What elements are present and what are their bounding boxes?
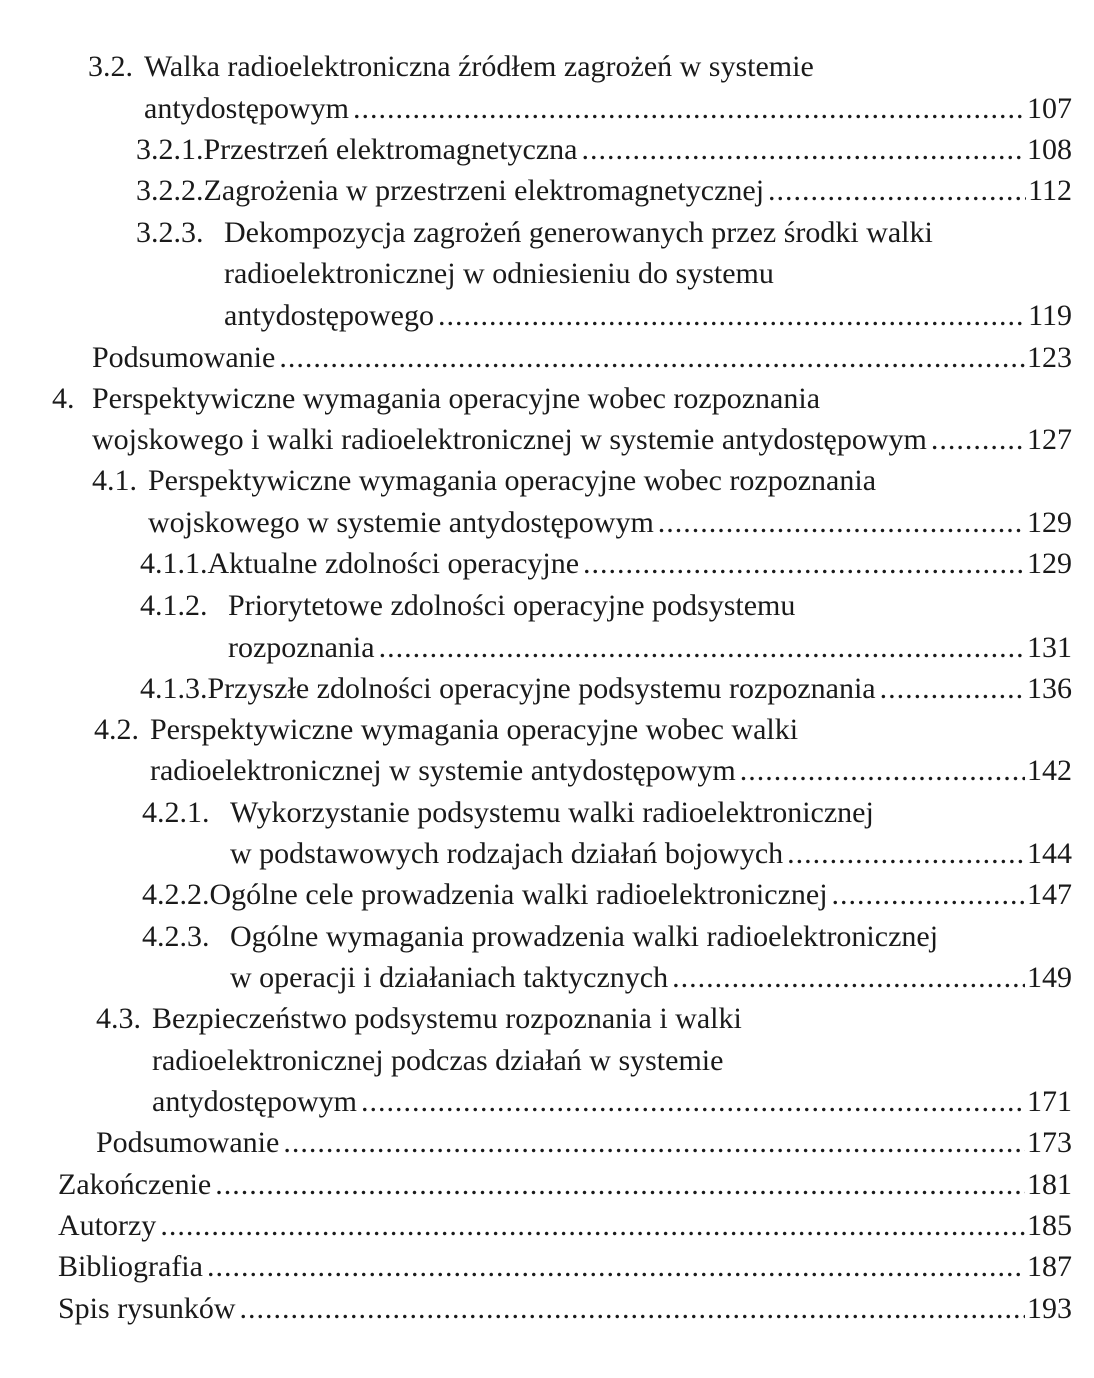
- toc-entry-text: rozpoznania: [228, 631, 375, 664]
- toc-entry-text: radioelektronicznej w odniesieniu do systemu: [224, 257, 774, 290]
- toc-entry-page: 119: [1028, 299, 1072, 332]
- toc-entry-text: antydostępowym: [152, 1085, 357, 1118]
- toc-entry-text: Walka radioelektroniczna źródłem zagrożeń w systemie: [144, 50, 814, 83]
- toc-entry-text: antydostępowym: [144, 92, 349, 125]
- toc-entry-text: Zagrożenia w przestrzeni elektromagnetycznej: [203, 174, 765, 207]
- toc-entry-text: Przyszłe zdolności operacyjne podsystemu rozpoznania: [207, 672, 876, 705]
- toc-entry-line: [140, 543, 1072, 585]
- dot-leader: [658, 502, 1025, 544]
- toc-entry-page: 108: [1027, 133, 1072, 166]
- toc-entry-text: wojskowego i walki radioelektronicznej w systemie antydostępowym: [92, 423, 927, 456]
- toc-entry-number-line: [142, 916, 938, 958]
- toc-entry-text: Perspektywiczne wymagania operacyjne wobec walki: [150, 713, 799, 746]
- toc-entry-number: 4.1.: [92, 464, 137, 497]
- toc-entry-number: 3.2.: [88, 50, 133, 83]
- toc-entry-number-line: [96, 998, 742, 1040]
- toc-entry-page: 193: [1027, 1292, 1072, 1325]
- toc-entry-page: 185: [1027, 1209, 1072, 1242]
- toc-entry-number-line: [136, 212, 933, 254]
- toc-entry-text: Wykorzystanie podsystemu walki radioelektronicznej: [230, 796, 874, 829]
- dot-leader: [283, 1122, 1025, 1164]
- toc-entry-text: w podstawowych rodzajach działań bojowych: [230, 837, 784, 870]
- dot-leader: [353, 88, 1025, 130]
- toc-entry-number: 4.2.3.: [142, 920, 210, 953]
- toc-entry-number-line: [92, 460, 876, 502]
- toc-entry-page: 173: [1027, 1126, 1072, 1159]
- toc-entry-text: Aktualne zdolności operacyjne: [207, 547, 580, 580]
- toc-entry-line: [58, 1288, 1072, 1330]
- toc-entry-line: [224, 253, 774, 295]
- toc-entry-page: 187: [1027, 1250, 1072, 1283]
- dot-leader: [787, 833, 1025, 875]
- toc-entry-text: Przestrzeń elektromagnetyczna: [203, 133, 578, 166]
- toc-entry-number: 4.1.1.: [140, 547, 208, 580]
- toc-entry-number-line: [142, 792, 874, 834]
- toc-entry-text: Podsumowanie: [96, 1126, 280, 1159]
- toc-entry-text: w operacji i działaniach taktycznych: [230, 961, 669, 994]
- toc-entry-line: [140, 668, 1072, 710]
- toc-entry-number: 4.1.2.: [140, 589, 208, 622]
- toc-entry-page: 107: [1027, 92, 1072, 125]
- toc-entry-text: Dekompozycja zagrożeń generowanych przez środki walki: [224, 216, 933, 249]
- toc-entry-page: 131: [1027, 631, 1072, 664]
- dot-leader: [438, 295, 1026, 337]
- toc-entry-number: 4.2.: [94, 713, 139, 746]
- toc-entry-text: Perspektywiczne wymagania operacyjne wobec rozpoznania: [92, 382, 821, 415]
- dot-leader: [240, 1288, 1025, 1330]
- toc-entry-page: 149: [1027, 961, 1072, 994]
- toc-entry-line: [136, 170, 1072, 212]
- toc-entry-text: antydostępowego: [224, 299, 434, 332]
- toc-entry-page: 136: [1027, 672, 1072, 705]
- dot-leader: [581, 129, 1025, 171]
- toc-entry-line: [142, 874, 1072, 916]
- toc-entry-page: 147: [1027, 878, 1072, 911]
- toc-entry-page: 123: [1027, 341, 1072, 374]
- dot-leader: [583, 543, 1025, 585]
- toc-entry-line: [92, 337, 1072, 379]
- toc-entry-number-line: [140, 585, 795, 627]
- toc-entry-number: 4.2.2.: [142, 878, 210, 911]
- toc-entry-text: Ogólne wymagania prowadzenia walki radioelektronicznej: [230, 920, 939, 953]
- toc-entry-number: 4.2.1.: [142, 796, 210, 829]
- dot-leader: [768, 170, 1026, 212]
- toc-entry-line: [230, 833, 1072, 875]
- toc-entry-number-line: [94, 709, 798, 751]
- dot-leader: [672, 957, 1025, 999]
- toc-entry-number-line: [52, 378, 820, 420]
- toc-entry-number: 3.2.3.: [136, 216, 204, 249]
- dot-leader: [832, 874, 1025, 916]
- toc-entry-page: 181: [1027, 1168, 1072, 1201]
- toc-entry-line: [144, 88, 1072, 130]
- toc-entry-line: [92, 419, 1072, 461]
- dot-leader: [160, 1205, 1025, 1247]
- toc-entry-line: [152, 1040, 723, 1082]
- toc-entry-line: [136, 129, 1072, 171]
- toc-entry-page: 127: [1027, 423, 1072, 456]
- toc-entry-page: 142: [1027, 754, 1072, 787]
- toc-entry-number: 3.2.1.: [136, 133, 204, 166]
- toc-entry-text: Perspektywiczne wymagania operacyjne wobec rozpoznania: [148, 464, 877, 497]
- toc-entry-line: [58, 1246, 1072, 1288]
- toc-entry-text: radioelektronicznej podczas działań w systemie: [152, 1044, 724, 1077]
- dot-leader: [379, 627, 1025, 669]
- toc-entry-number: 4.1.3.: [140, 672, 208, 705]
- toc-entry-text: Ogólne cele prowadzenia walki radioelektronicznej: [209, 878, 828, 911]
- toc-entry-line: [58, 1164, 1072, 1206]
- toc-entry-page: 129: [1027, 547, 1072, 580]
- toc-entry-text: radioelektronicznej w systemie antydostępowym: [150, 754, 736, 787]
- dot-leader: [361, 1081, 1025, 1123]
- dot-leader: [740, 750, 1025, 792]
- toc-entry-line: [150, 750, 1072, 792]
- toc-entry-line: [96, 1122, 1072, 1164]
- toc-entry-page: 112: [1028, 174, 1072, 207]
- toc-entry-text: Bezpieczeństwo podsystemu rozpoznania i walki: [152, 1002, 742, 1035]
- toc-entry-line: [230, 957, 1072, 999]
- toc-entry-line: [152, 1081, 1072, 1123]
- toc-entry-line: [148, 502, 1072, 544]
- toc-entry-number: 3.2.2.: [136, 174, 204, 207]
- dot-leader: [215, 1164, 1025, 1206]
- toc-entry-line: [58, 1205, 1072, 1247]
- toc-entry-text: Podsumowanie: [92, 341, 276, 374]
- toc-entry-text: Priorytetowe zdolności operacyjne podsystemu: [228, 589, 796, 622]
- toc-entry-page: 129: [1027, 506, 1072, 539]
- toc-entry-text: Bibliografia: [58, 1250, 203, 1283]
- dot-leader: [931, 419, 1025, 461]
- toc-entry-number: 4.: [52, 382, 75, 415]
- toc-entry-page: 171: [1027, 1085, 1072, 1118]
- toc-entry-page: 144: [1027, 837, 1072, 870]
- toc-entry-text: Spis rysunków: [58, 1292, 236, 1325]
- toc-entry-number-line: [88, 46, 814, 88]
- dot-leader: [880, 668, 1025, 710]
- toc-entry-line: [224, 295, 1072, 337]
- toc-entry-line: [228, 627, 1072, 669]
- dot-leader: [207, 1246, 1025, 1288]
- toc-entry-text: Zakończenie: [58, 1168, 212, 1201]
- dot-leader: [279, 337, 1025, 379]
- toc-entry-text: wojskowego w systemie antydostępowym: [148, 506, 654, 539]
- toc-entry-text: Autorzy: [58, 1209, 157, 1242]
- toc-entry-number: 4.3.: [96, 1002, 141, 1035]
